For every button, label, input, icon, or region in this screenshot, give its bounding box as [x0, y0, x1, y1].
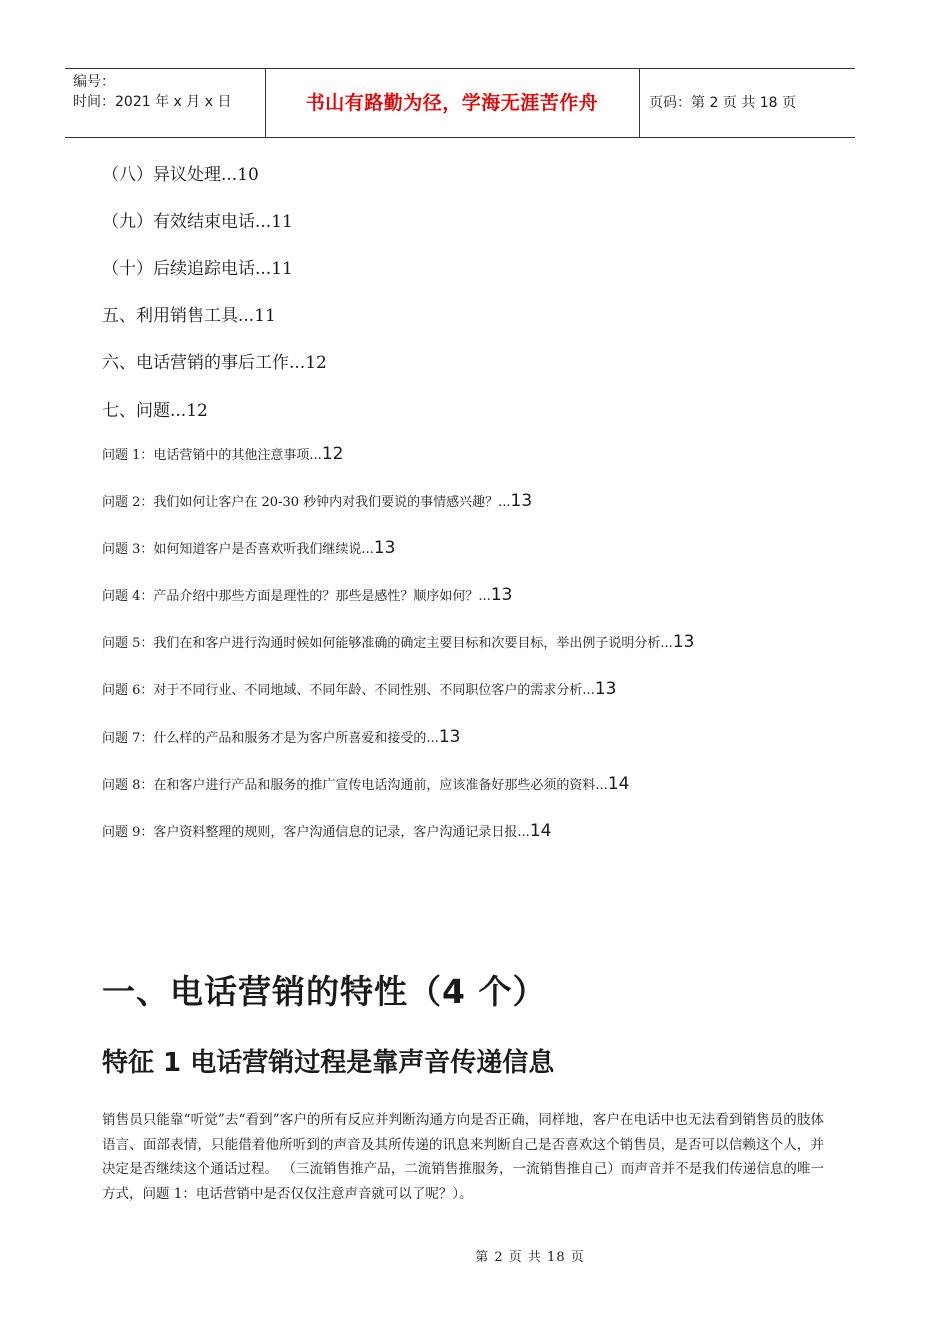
toc-entry[interactable] — [102, 348, 327, 373]
toc-entry[interactable] — [102, 538, 395, 558]
toc-entry-text: 问题 7：什么样的产品和服务才是为客户所喜爱和接受的... — [102, 731, 439, 746]
toc-entry[interactable] — [102, 207, 293, 232]
header-page-number: 页码：第 2 页 共 18 页 — [649, 95, 796, 111]
toc-entry-page: 13 — [438, 727, 461, 747]
toc-entry-page: 12 — [186, 401, 208, 421]
toc-entry-page: 13 — [510, 491, 533, 511]
document-time-label: 时间：2021 年 x 月 x 日 — [73, 94, 232, 110]
section-heading: 一、电话营销的特性（4 个） — [102, 972, 547, 1011]
toc-entry[interactable] — [102, 491, 532, 511]
toc-entry-page: 13 — [490, 585, 513, 605]
toc-entry[interactable] — [102, 774, 629, 794]
toc-entry[interactable] — [102, 727, 460, 747]
toc-entry-text: （九）有效结束电话... — [102, 212, 272, 232]
toc-entry-page: 12 — [305, 353, 327, 373]
toc-entry-text: 六、电话营销的事后工作... — [102, 353, 306, 373]
header-meta — [65, 69, 266, 137]
toc-entry-page: 11 — [254, 306, 276, 326]
toc-entry-text: 问题 6：对于不同行业、不同地域、不同年龄、不同性别、不同职位客户的需求分析... — [102, 683, 595, 698]
toc-entry[interactable] — [102, 301, 276, 326]
toc-entry-text: 问题 9：客户资料整理的规则，客户沟通信息的记录，客户沟通记录日报... — [102, 825, 530, 840]
header-motto: 书山有路勤为径，学海无涯苦作舟 — [265, 69, 640, 137]
page-footer: 第 2 页 共 18 页 — [475, 1250, 585, 1265]
toc-entry-page: 12 — [321, 444, 344, 464]
page-header — [65, 68, 855, 138]
toc-entry-text: 五、利用销售工具... — [102, 306, 255, 326]
toc-entry[interactable] — [102, 632, 694, 652]
toc-entry-text: 问题 1：电话营销中的其他注意事项... — [102, 448, 322, 463]
toc-entry-text: 问题 5：我们在和客户进行沟通时候如何能够准确的确定主要目标和次要目标，举出例子说明分析... — [102, 636, 673, 651]
toc-entry[interactable] — [102, 444, 343, 464]
toc-entry-page: 13 — [672, 632, 695, 652]
toc-entry-page: 11 — [271, 259, 293, 279]
toc-entry[interactable] — [102, 396, 208, 421]
toc-entry-page: 11 — [271, 212, 293, 232]
toc-entry-text: 问题 2：我们如何让客户在 20-30 秒钟内对我们要说的事情感兴趣？... — [102, 495, 511, 510]
toc-entry-text: 问题 8：在和客户进行产品和服务的推广宣传电话沟通前，应该准备好那些必须的资料... — [102, 778, 608, 793]
toc-entry-text: （十）后续追踪电话... — [102, 259, 272, 279]
toc-entry-text: 问题 3：如何知道客户是否喜欢听我们继续说... — [102, 542, 374, 557]
toc-entry-text: 问题 4：产品介绍中那些方面是理性的？那些是感性？顺序如何？... — [102, 589, 491, 604]
body-paragraph: 销售员只能靠“听觉”去“看到”客户的所有反应并判断沟通方向是否正确，同样地，客户在电话中也无法看到销售员的肢体语言、面部表情，只能借着他所听到的声音及其所传递的讯息来判断自己是否喜欢这个销售员，是否可以信赖这个人，并决定是否继续这个通话过程。 （三流销售推产品，二流销售推服务，一流销售推自己）而声音并不是我们传递信息的唯一方式，问题 1：电话营销中是否仅仅注意声音就可以了呢？）。 — [102, 1112, 824, 1202]
toc-entry-text: （八）异议处理... — [102, 165, 238, 185]
toc-entry-page: 13 — [594, 679, 617, 699]
subsection-heading: 特征 1 电话营销过程是靠声音传递信息 — [102, 1048, 555, 1078]
toc-entry[interactable] — [102, 585, 512, 605]
toc-entry-page: 10 — [237, 165, 259, 185]
toc-entry-page: 14 — [529, 821, 552, 841]
toc-entry[interactable] — [102, 254, 293, 279]
toc-entry-page: 14 — [607, 774, 630, 794]
toc-entry[interactable] — [102, 160, 259, 185]
toc-entry-text: 七、问题... — [102, 401, 187, 421]
toc-entry[interactable] — [102, 679, 616, 699]
document-number-label: 编号： — [73, 74, 115, 90]
toc-entry-page: 13 — [373, 538, 396, 558]
toc-entry[interactable] — [102, 821, 551, 841]
